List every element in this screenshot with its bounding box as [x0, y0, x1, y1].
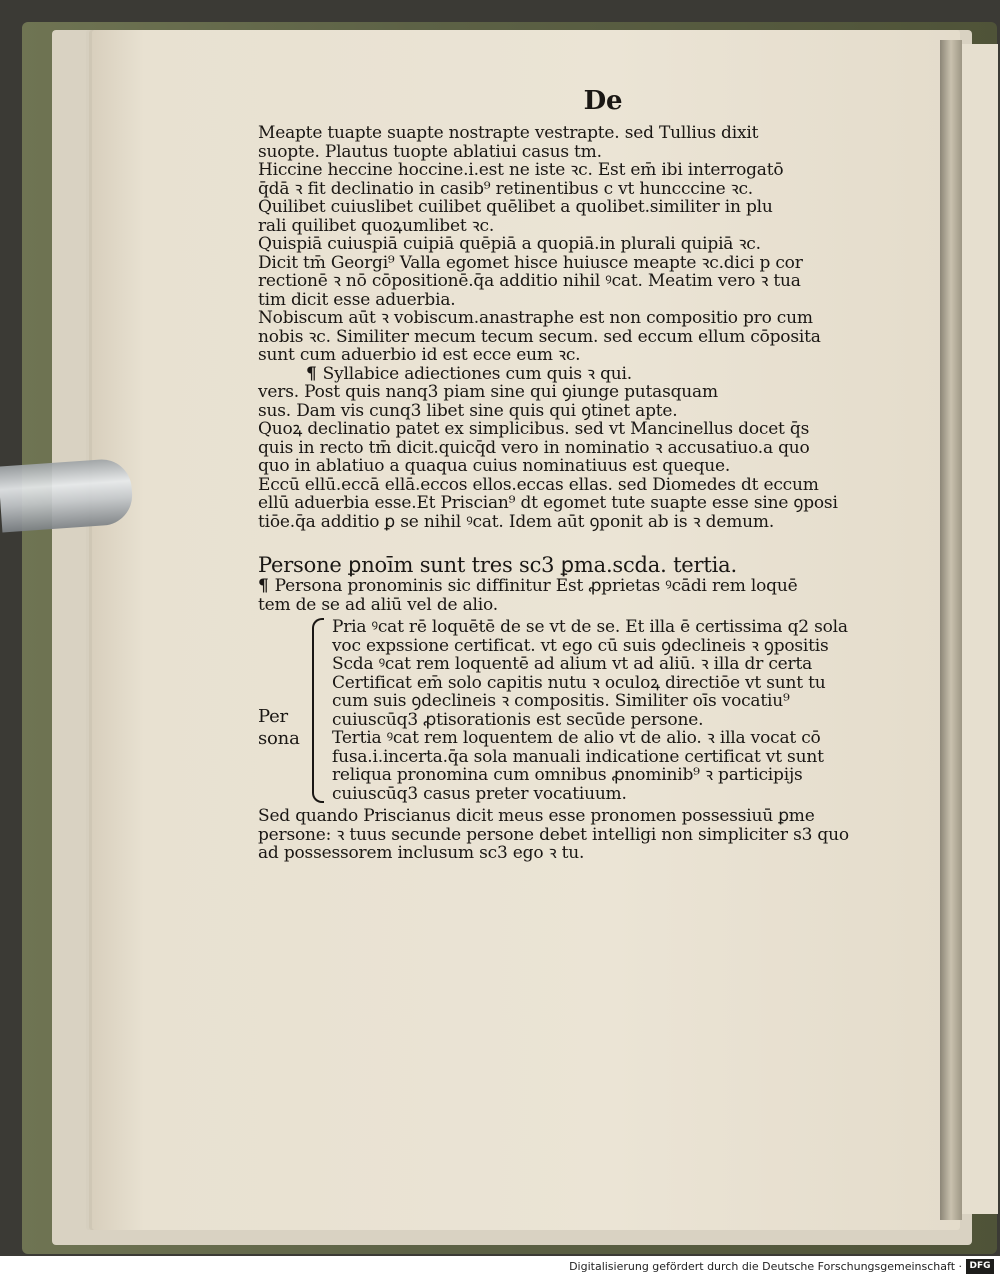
bracket-label: Per sona — [258, 706, 300, 749]
running-head: De — [583, 86, 623, 116]
text-line: q̄dā ꝛ fit declinatio in casib⁹ retinentibus c vt huncccine ꝛc. — [258, 178, 754, 199]
persona-bracket-block — [258, 618, 908, 803]
text-line: Quoꝝ declinatio patet ex simplicibus. sed vt Mancinellus docet q̄s — [258, 419, 810, 439]
footer-bar — [0, 1256, 1000, 1277]
text-line: tim dicit esse aduerbia. — [258, 289, 456, 310]
text-line: Sed quando Priscianus dicit meus esse pronomen possessiuū ꝑme — [258, 806, 815, 826]
text-line: tiōe.q̄a additio ꝑ se nihil ꝰcat. Idem aūt ꝯponit ab is ꝛ demum. — [258, 511, 775, 532]
brace-icon — [312, 618, 324, 803]
text-line: suopte. Plautus tuopte ablatiui casus tm. — [258, 141, 602, 162]
text-line: Eccū ellū.eccā ellā.eccos ellos.eccas ellas. sed Diomedes dt eccum — [258, 474, 819, 495]
text-line: rectionē ꝛ nō cōpositionē.q̄a additio nihil ꝰcat. Meatim vero ꝛ tua — [258, 271, 801, 291]
text-line: quis in recto tm̄ dicit.quicq̄d vero in nominatio ꝛ accusatiuo.a quo — [258, 437, 810, 458]
footer-credit: Digitalisierung gefördert durch die Deutsche Forschungsgemeinschaft · — [569, 1260, 962, 1273]
bracket-line: cuiuscūq3 ꝓtisorationis est secūde persone. — [332, 709, 704, 730]
text-line: ellū aduerbia esse.Et Priscian⁹ dt egomet tute suapte esse sine ꝯposi — [258, 493, 838, 513]
book-gutter — [940, 40, 962, 1220]
end-block — [258, 807, 908, 863]
verse-line: sus. Dam vis cunq3 libet sine quis qui ꝯtinet apte. — [258, 400, 678, 421]
text-line: rali quilibet quoꝝumlibet ꝛc. — [258, 215, 495, 236]
persona-intro-text: Persona pronominis sic diffinitur Est ꝓprietas ꝰcādi rem loquē — [274, 576, 798, 596]
bracket-line: Tertia ꝰcat rem loquentem de alio vt de alio. ꝛ illa vocat cō — [332, 728, 821, 748]
bracket-line: Certificat em̄ solo capitis nutu ꝛ oculoꝝ directiōe vt sunt tu — [332, 672, 826, 693]
text-line: Quispiā cuiuspiā cuipiā quēpiā a quopiā.in plurali quipiā ꝛc. — [258, 234, 761, 254]
text-line: Nobiscum aūt ꝛ vobiscum.anastraphe est non compositio pro cum — [258, 308, 813, 328]
text-line: Quilibet cuiuslibet cuilibet quēlibet a quolibet.similiter in plu — [258, 197, 773, 217]
syllabice-heading — [258, 365, 908, 384]
bracket-line: cuiuscūq3 casus preter vocatiuum. — [332, 783, 627, 804]
persone-heading: Persone ꝑnoīm sunt tres sc3 ꝑma.scda. tertia. — [258, 553, 737, 577]
pilcrow-icon: ¶ — [306, 363, 317, 384]
text-line: ad possessorem inclusum sc3 ego ꝛ tu. — [258, 843, 585, 863]
bracket-line: voc expssione certificat. vt ego cū suis ꝯdeclineis ꝛ ꝯpositis — [332, 635, 829, 656]
persona-intro-line: tem de se ad aliū vel de alio. — [258, 594, 498, 615]
persona-intro-line — [258, 577, 908, 596]
verse-line: vers. Post quis nanq3 piam sine qui ꝯiunge putasquam — [258, 382, 718, 402]
bracket-body — [332, 618, 908, 803]
bracket-line: reliqua pronomina cum omnibus ꝓnominib⁹ ꝛ participijs — [332, 765, 803, 785]
text-line: Dicit tm̄ Georgi⁹ Valla egomet hisce huiusce meapte ꝛc.dici p cor — [258, 252, 803, 273]
text-line: quo in ablatiuo a quaqua cuius nominatiuus est queque. — [258, 456, 731, 476]
syllabice-text: Syllabice adiectiones cum quis ꝛ qui. — [322, 363, 632, 384]
text-line: nobis ꝛc. Similiter mecum tecum secum. sed eccum ellum cōposita — [258, 326, 821, 347]
page-text — [258, 86, 908, 863]
bracket-line: fusa.i.incerta.q̄a sola manuali indicatione certificat vt sunt — [332, 746, 824, 767]
page-weight-clip — [0, 457, 134, 532]
text-line: Meapte tuapte suapte nostrapte vestrapte. sed Tullius dixit — [258, 123, 759, 143]
dfg-logo: DFG — [966, 1259, 994, 1274]
text-line: persone: ꝛ tuus secunde persone debet intelligi non simpliciter s3 quo — [258, 824, 849, 845]
text-line: sunt cum aduerbio id est ecce eum ꝛc. — [258, 345, 581, 365]
pilcrow-icon: ¶ — [258, 576, 269, 596]
bracket-line: Scda ꝰcat rem loquentē ad alium vt ad aliū. ꝛ illa dr certa — [332, 654, 813, 674]
top-block — [258, 124, 908, 365]
facing-page-edge — [962, 44, 998, 1214]
bracket-line: Pria ꝰcat rē loquētē de se vt de se. Et illa ē certissima q2 sola — [332, 617, 848, 637]
middle-block — [258, 420, 908, 531]
bracket-line: cum suis ꝯdeclineis ꝛ compositis. Similiter oīs vocatiu⁹ — [332, 691, 790, 711]
text-line: Hiccine heccine hoccine.i.est ne iste ꝛc. Est em̄ ibi interrogatō — [258, 160, 784, 180]
